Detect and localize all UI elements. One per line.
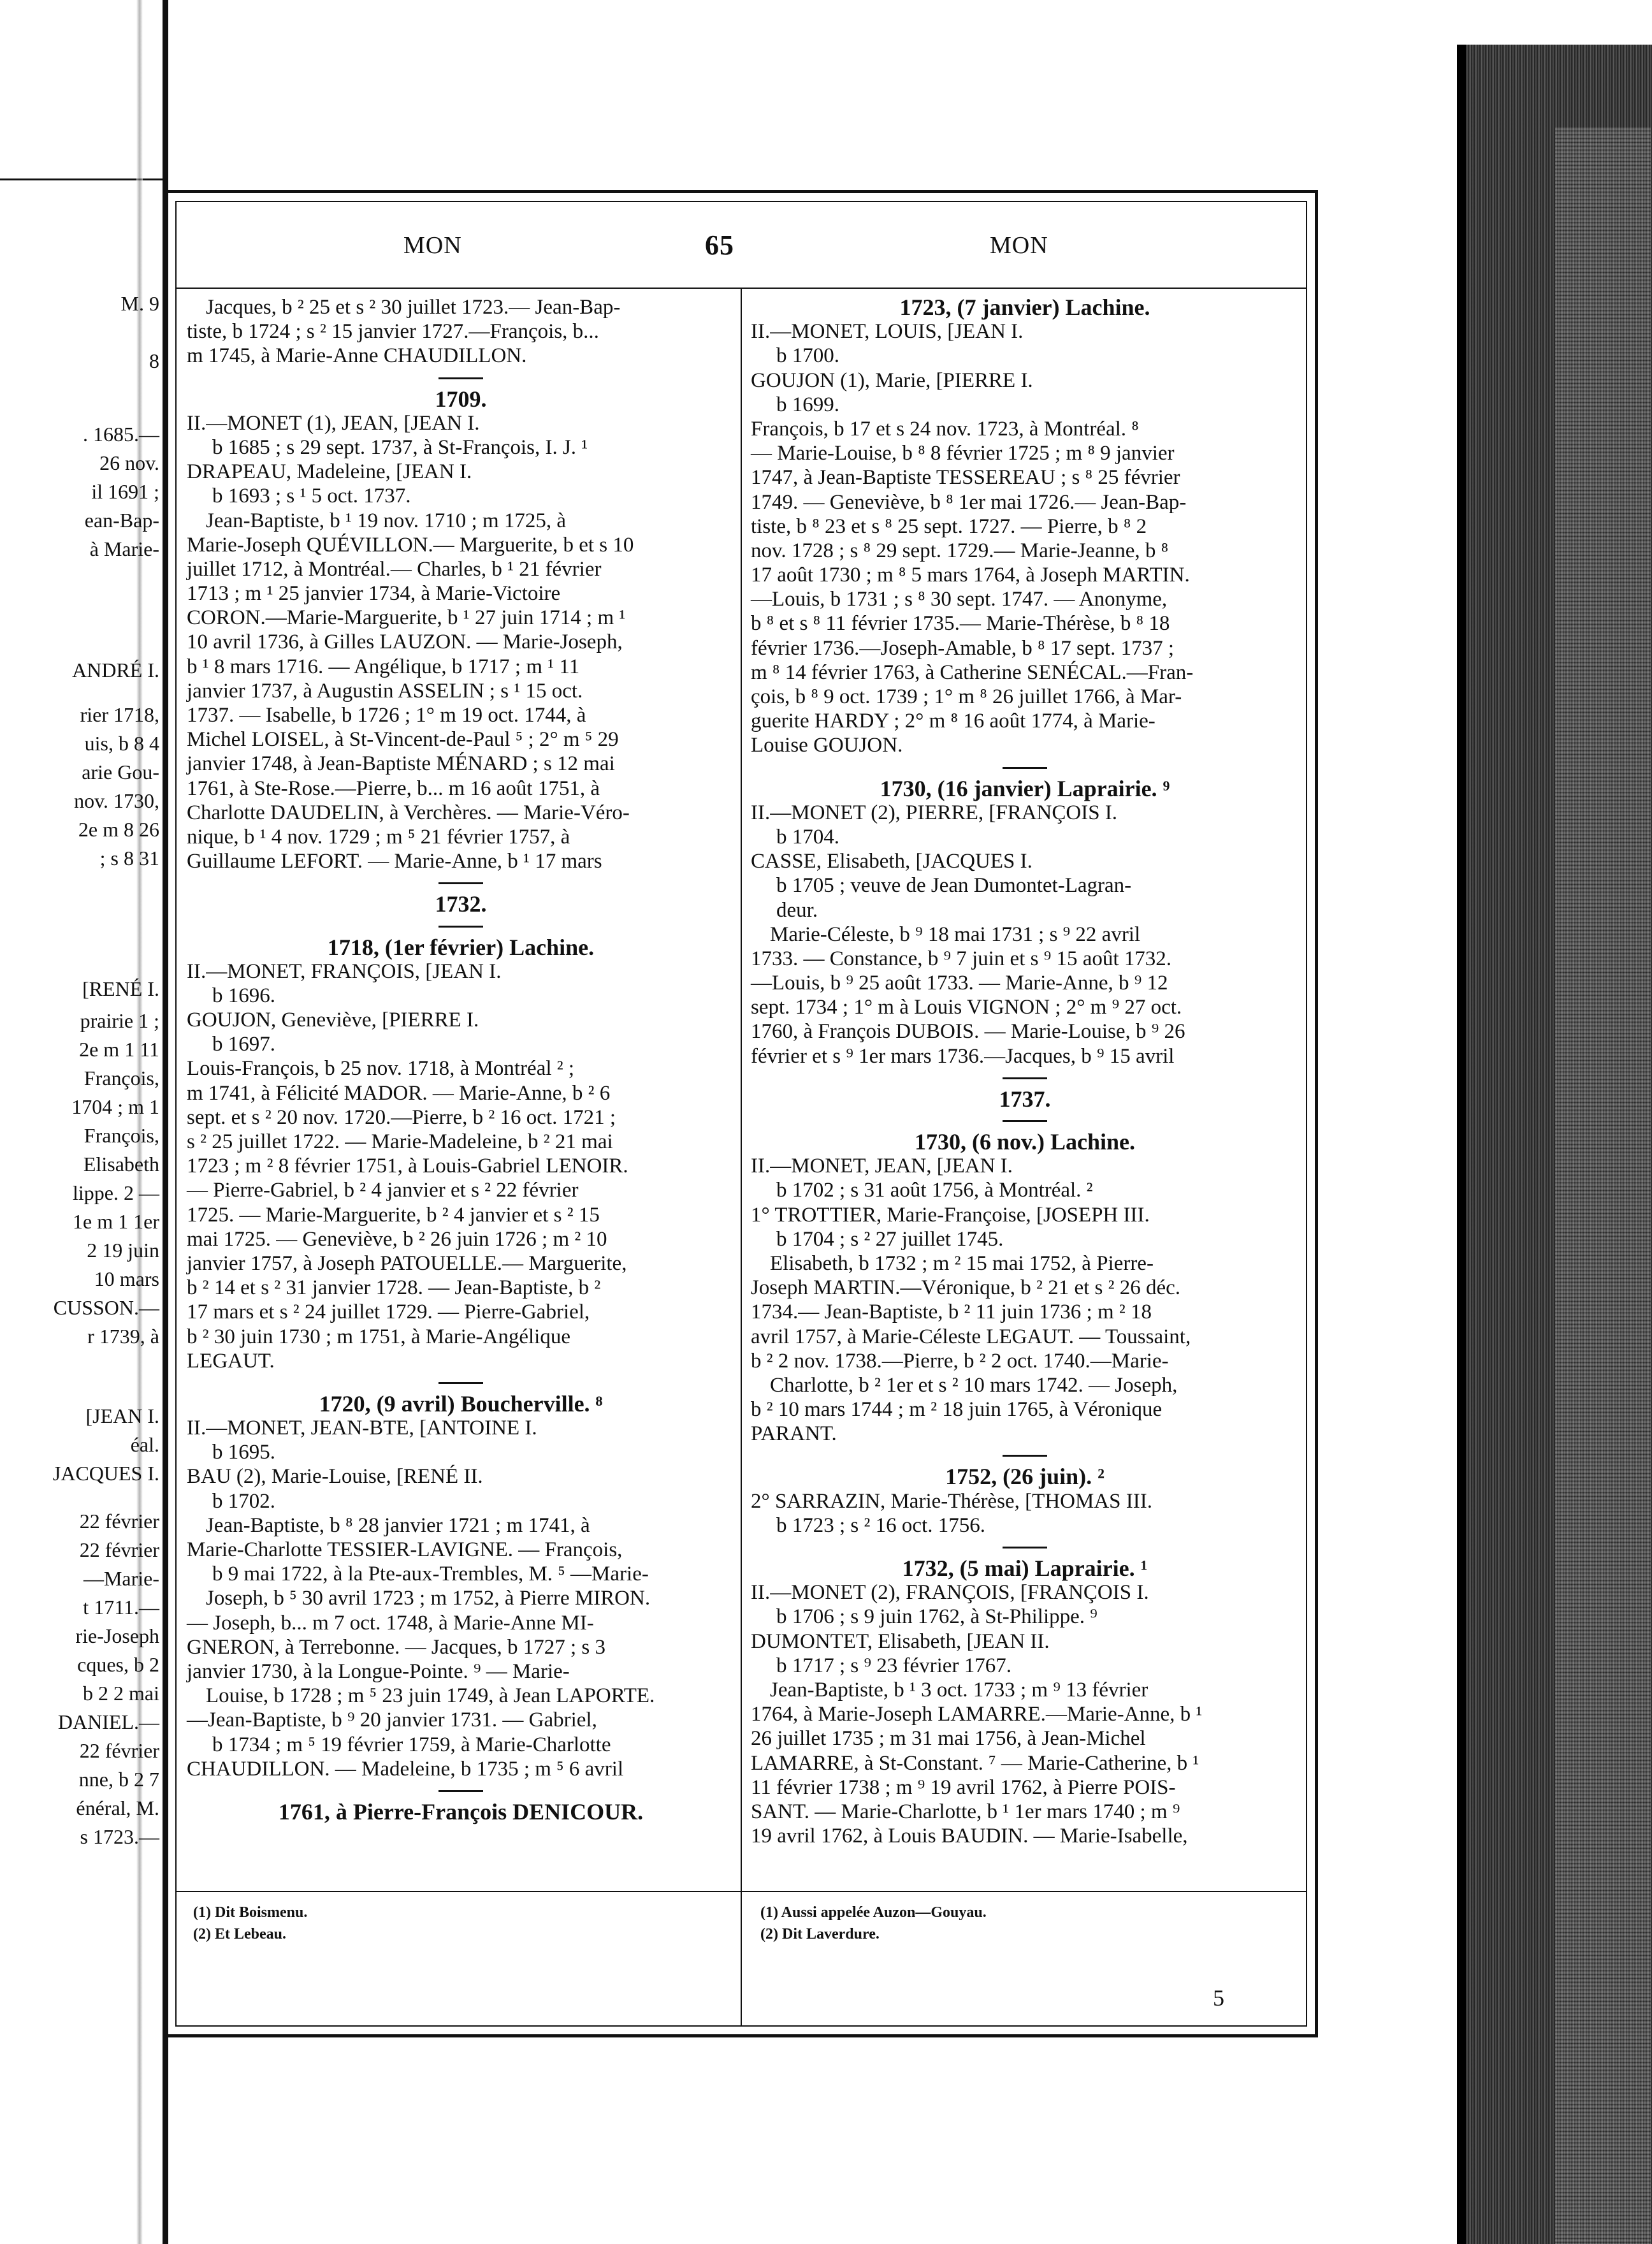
text-line: juillet 1712, à Montréal.— Charles, b ¹ 21 février (187, 557, 602, 581)
text-line: Jean-Baptiste, b ¹ 19 nov. 1710 ; m 1725, à (206, 509, 567, 532)
left-page-fragment-line: 22 février (79, 1510, 159, 1533)
left-page-fragment-line: arie Gou- (82, 761, 159, 783)
left-page-fragment-line: ean-Bap- (84, 509, 159, 532)
text-line: 1764, à Marie-Joseph LAMARRE.—Marie-Anne, b ¹ (751, 1703, 1203, 1726)
year-heading: 1730, (6 nov.) Lachine. (914, 1129, 1136, 1155)
text-line: mai 1725. — Geneviève, b ² 26 juin 1726 ; m ² 10 (187, 1227, 607, 1251)
entry-separator (438, 926, 483, 928)
left-page-fragment-line: François, (83, 1067, 159, 1089)
left-page-fragment-line: r 1739, à (87, 1325, 159, 1348)
text-line: tiste, b 1724 ; s ² 15 janvier 1727.—François, b... (187, 320, 599, 344)
text-line: SANT. — Marie-Charlotte, b ¹ 1er mars 1740 ; m ⁹ (751, 1800, 1180, 1823)
left-page-fragment-line: nov. 1730, (74, 789, 159, 812)
left-page-fragment-line: JACQUES I. (52, 1462, 159, 1485)
text-line: janvier 1748, à Jean-Baptiste MÉNARD ; s 12 mai (187, 752, 615, 776)
left-page-fragment-line: 22 février (79, 1739, 159, 1762)
left-page-fragment-line: François, (83, 1124, 159, 1147)
left-page-fragment-line: 8 (149, 349, 159, 372)
text-line: 1749. — Geneviève, b ⁸ 1er mai 1726.— Jean-Bap- (751, 490, 1187, 514)
book-page-edge-highlight (1555, 127, 1651, 2244)
running-head-right: MON (990, 232, 1048, 259)
year-heading: 1709. (435, 386, 487, 412)
text-line: II.—MONET (2), PIERRE, [FRANÇOIS I. (751, 801, 1118, 824)
left-page-fragment-line: 22 février (79, 1538, 159, 1561)
entry-separator (1003, 1077, 1047, 1079)
text-line: sept. et s ² 20 nov. 1720.—Pierre, b ² 16 oct. 1721 ; (187, 1105, 616, 1129)
year-heading: 1761, à Pierre-François DENICOUR. (278, 1798, 644, 1825)
left-page-fragment-line: t 1711.— (83, 1596, 159, 1619)
left-page-fragment-line: prairie 1 ; (80, 1009, 159, 1032)
left-page-fragment-line: 2e m 1 11 (79, 1038, 159, 1061)
text-line: 10 avril 1736, à Gilles LAUZON. — Marie-Joseph, (187, 630, 623, 654)
text-line: —Louis, b ⁹ 25 août 1733. — Marie-Anne, b ⁹ 12 (751, 972, 1168, 995)
left-page-fragment-line: 1704 ; m 1 (71, 1095, 159, 1118)
text-line: s ² 25 juillet 1722. — Marie-Madeleine, b ² 21 mai (187, 1130, 613, 1153)
text-line: 1733. — Constance, b ⁹ 7 juin et s ⁹ 15 août 1732. (751, 947, 1172, 970)
text-line: BAU (2), Marie-Louise, [RENÉ II. (187, 1465, 483, 1489)
signature-mark: 5 (1213, 1985, 1224, 2011)
left-page-fragment-line: uis, b 8 4 (84, 732, 159, 755)
text-line: 17 août 1730 ; m ⁸ 5 mars 1764, à Joseph MARTIN. (751, 564, 1190, 587)
text-line: Charlotte DAUDELIN, à Verchères. — Marie-Véro- (187, 801, 630, 824)
text-line: b 1702 ; s 31 août 1756, à Montréal. ² (776, 1179, 1093, 1202)
text-line: b ⁸ et s ⁸ 11 février 1735.— Marie-Thérèse, b ⁸ 18 (751, 612, 1170, 636)
left-page-fragment-line: DANIEL.— (57, 1710, 159, 1733)
text-line: b 1734 ; m ⁵ 19 février 1759, à Marie-Charlotte (212, 1733, 611, 1756)
text-line: b 1704 ; s ² 27 juillet 1745. (776, 1227, 1004, 1251)
left-page-fragment-line: . 1685.— (83, 423, 159, 446)
text-line: b 1723 ; s ² 16 oct. 1756. (776, 1513, 985, 1537)
left-page-fragment-line: 10 mars (94, 1267, 159, 1290)
text-line: Guillaume LEFORT. — Marie-Anne, b ¹ 17 mars (187, 850, 602, 873)
text-line: 17 mars et s ² 24 juillet 1729. — Pierre-Gabriel, (187, 1300, 590, 1324)
text-line: b ² 2 nov. 1738.—Pierre, b ² 2 oct. 1740.—Marie- (751, 1349, 1169, 1373)
text-line: II.—MONET (2), FRANÇOIS, [FRANÇOIS I. (751, 1581, 1149, 1605)
text-line: b 1695. (212, 1441, 275, 1464)
left-page-fragment-line: M. 9 (120, 292, 159, 315)
text-line: — Joseph, b... m 7 oct. 1748, à Marie-Anne MI- (187, 1611, 594, 1635)
left-page-fragment-line: rie-Joseph (75, 1624, 159, 1647)
text-line: b 1705 ; veuve de Jean Dumontet-Lagran- (776, 874, 1132, 898)
text-line: b 1706 ; s 9 juin 1762, à St-Philippe. ⁹ (776, 1605, 1098, 1629)
text-line: II.—MONET, FRANÇOIS, [JEAN I. (187, 959, 502, 983)
text-line: b ² 14 et s ² 31 janvier 1728. — Jean-Baptiste, b ² (187, 1276, 601, 1300)
text-line: janvier 1730, à la Longue-Pointe. ⁹ — Marie- (187, 1659, 570, 1683)
text-line: 1723 ; m ² 8 février 1751, à Louis-Gabriel LENOIR. (187, 1155, 628, 1178)
text-line: février 1736.—Joseph-Amable, b ⁸ 17 sept. 1737 ; (751, 636, 1175, 660)
text-line: b 1700. (776, 344, 839, 368)
text-line: Joseph MARTIN.—Véronique, b ² 21 et s ² 26 déc. (751, 1276, 1181, 1300)
text-line: b ² 10 mars 1744 ; m ² 18 juin 1765, à Véronique (751, 1398, 1163, 1422)
left-page-fragment-line: 1e m 1 1er (73, 1210, 159, 1233)
year-heading: 1732. (435, 891, 487, 917)
left-page-fragment-line: éal. (130, 1433, 159, 1456)
text-line: Louis-François, b 25 nov. 1718, à Montréal ² ; (187, 1057, 575, 1081)
text-line: DUMONTET, Elisabeth, [JEAN II. (751, 1629, 1050, 1653)
text-line: — Marie-Louise, b ⁸ 8 février 1725 ; m ⁸ 9 janvier (751, 442, 1175, 465)
left-column (187, 295, 735, 1824)
left-page-fragment-line: 2 19 juin (87, 1239, 159, 1262)
left-page-fragment-line: s 1723.— (80, 1825, 159, 1848)
entry-separator (1003, 1455, 1047, 1457)
text-line: b 1693 ; s ¹ 5 oct. 1737. (212, 484, 411, 508)
text-line: m 1745, à Marie-Anne CHAUDILLON. (187, 344, 527, 368)
left-page-fragment (0, 0, 172, 2244)
text-line: nov. 1728 ; s ⁸ 29 sept. 1729.— Marie-Jeanne, b ⁸ (751, 539, 1169, 562)
text-line: Louise, b 1728 ; m ⁵ 23 juin 1749, à Jean LAPORTE. (206, 1684, 655, 1708)
text-line: GOUJON (1), Marie, [PIERRE I. (751, 368, 1033, 392)
text-line: 11 février 1738 ; m ⁹ 19 avril 1762, à Pierre POIS- (751, 1775, 1176, 1799)
right-column (751, 295, 1299, 1848)
text-line: b 1717 ; s ⁹ 23 février 1767. (776, 1654, 1011, 1677)
footnote: (2) Et Lebeau. (193, 1926, 286, 1942)
entry-separator (1003, 767, 1047, 769)
footnote: (1) Dit Boismenu. (193, 1904, 308, 1921)
year-heading: 1730, (16 janvier) Laprairie. ⁹ (880, 775, 1170, 801)
year-heading: 1752, (26 juin). ² (945, 1464, 1105, 1490)
text-line: II.—MONET, JEAN, [JEAN I. (751, 1155, 1013, 1178)
text-line: François, b 17 et s 24 nov. 1723, à Montréal. ⁸ (751, 417, 1139, 441)
year-heading: 1723, (7 janvier) Lachine. (899, 295, 1150, 320)
year-heading: 1718, (1er février) Lachine. (327, 934, 595, 960)
text-line: 1734.— Jean-Baptiste, b ² 11 juin 1736 ; m ² 18 (751, 1300, 1152, 1324)
entry-separator (438, 377, 483, 379)
left-page-fragment-line: b 2 2 mai (83, 1682, 159, 1705)
text-line: Marie-Céleste, b ⁹ 18 mai 1731 ; s ⁹ 22 avril (770, 922, 1141, 946)
text-line: II.—MONET (1), JEAN, [JEAN I. (187, 411, 480, 435)
text-line: GNERON, à Terrebonne. — Jacques, b 1727 ; s 3 (187, 1635, 605, 1659)
text-line: guerite HARDY ; 2° m ⁸ 16 août 1774, à Marie- (751, 710, 1156, 733)
footnote-rule-right (742, 1891, 1307, 1892)
text-line: DRAPEAU, Madeleine, [JEAN I. (187, 460, 472, 484)
text-line: Elisabeth, b 1732 ; m ² 15 mai 1752, à Pierre- (770, 1251, 1154, 1275)
text-line: Michel LOISEL, à St-Vincent-de-Paul ⁵ ; 2° m ⁵ 29 (187, 728, 619, 752)
left-page-fragment-line: [JEAN I. (85, 1404, 159, 1427)
text-line: Jean-Baptiste, b ¹ 3 oct. 1733 ; m ⁹ 13 février (770, 1678, 1148, 1701)
left-page-fragment-line: Elisabeth (83, 1153, 159, 1176)
text-line: CASSE, Elisabeth, [JACQUES I. (751, 850, 1032, 873)
text-line: Jacques, b ² 25 et s ² 30 juillet 1723.— Jean-Bap- (206, 296, 621, 319)
text-line: 1747, à Jean-Baptiste TESSEREAU ; s ⁸ 25 février (751, 466, 1180, 490)
left-page-fragment-line: nne, b 2 7 (78, 1768, 159, 1791)
left-page-fragment-line: 26 nov. (99, 451, 159, 474)
footnotes-right (760, 1902, 987, 1945)
left-page-fragment-line: CUSSON.— (53, 1296, 159, 1319)
left-page-fragment-line: ANDRÉ I. (72, 659, 159, 681)
text-line: CORON.—Marie-Marguerite, b ¹ 27 juin 1714 ; m ¹ (187, 606, 626, 630)
left-page-fragment-line: cques, b 2 (77, 1653, 159, 1676)
text-line: avril 1757, à Marie-Céleste LEGAUT. — Toussaint, (751, 1325, 1191, 1348)
entry-separator (438, 882, 483, 884)
text-line: LEGAUT. (187, 1349, 275, 1373)
text-line: CHAUDILLON. — Madeleine, b 1735 ; m ⁵ 6 avril (187, 1757, 624, 1781)
text-line: 1725. — Marie-Marguerite, b ² 4 janvier et s ² 15 (187, 1203, 600, 1227)
text-line: 19 avril 1762, à Louis BAUDIN. — Marie-Isabelle, (751, 1825, 1188, 1848)
text-line: Charlotte, b ² 1er et s ² 10 mars 1742. — Joseph, (770, 1373, 1178, 1397)
text-line: b 1696. (212, 984, 275, 1007)
entry-separator (1003, 1547, 1047, 1548)
text-line: 1737. — Isabelle, b 1726 ; 1° m 19 oct. 1744, à (187, 704, 586, 727)
text-line: février et s ⁹ 1er mars 1736.—Jacques, b ⁹ 15 avril (751, 1044, 1175, 1068)
text-line: nique, b ¹ 4 nov. 1729 ; m ⁵ 21 février 1757, à (187, 825, 570, 849)
text-line: b 1702. (212, 1489, 275, 1513)
text-line: 1760, à François DUBOIS. — Marie-Louise, b ⁹ 26 (751, 1020, 1185, 1044)
text-line: b 1704. (776, 825, 839, 849)
left-page-fragment-line: —Marie- (83, 1567, 159, 1590)
text-line: 1761, à Ste-Rose.—Pierre, b... m 16 août 1751, à (187, 776, 600, 800)
left-page-fragment-line: ; s 8 31 (99, 847, 159, 870)
text-line: —Jean-Baptiste, b ⁹ 20 janvier 1731. — Gabriel, (187, 1708, 597, 1732)
entry-separator (438, 1790, 483, 1792)
text-line: b 1685 ; s 29 sept. 1737, à St-François, I. J. ¹ (212, 435, 588, 459)
text-line: b 1699. (776, 393, 839, 416)
text-line: m ⁸ 14 février 1763, à Catherine SENÉCAL.—Fran- (751, 660, 1194, 684)
text-line: çois, b ⁸ 9 oct. 1739 ; 1° m ⁸ 26 juillet 1766, à Mar- (751, 685, 1182, 708)
left-page-fragment-line: énéral, M. (76, 1796, 159, 1819)
text-line: janvier 1757, à Joseph PATOUELLE.— Marguerite, (187, 1251, 627, 1275)
entry-separator (1003, 1120, 1047, 1122)
text-line: m 1741, à Félicité MADOR. — Marie-Anne, b ² 6 (187, 1081, 611, 1105)
footnotes-left (193, 1902, 307, 1945)
text-line: Marie-Charlotte TESSIER-LAVIGNE. — François, (187, 1538, 623, 1561)
left-page-fragment-line: à Marie- (89, 537, 159, 560)
text-line: 1713 ; m ¹ 25 janvier 1734, à Marie-Victoire (187, 582, 561, 606)
page-number: 65 (705, 229, 734, 261)
text-line: 2° SARRAZIN, Marie-Thérèse, [THOMAS III. (751, 1489, 1152, 1513)
text-line: II.—MONET, LOUIS, [JEAN I. (751, 320, 1024, 344)
text-line: —Louis, b 1731 ; s ⁸ 30 sept. 1747. — Anonyme, (751, 588, 1168, 611)
text-line: LAMARRE, à St-Constant. ⁷ — Marie-Catherine, b ¹ (751, 1751, 1199, 1775)
text-line: — Pierre-Gabriel, b ² 4 janvier et s ² 22 février (187, 1179, 579, 1202)
footnote: (1) Aussi appelée Auzon—Gouyau. (760, 1904, 987, 1921)
left-page-fragment-line: il 1691 ; (91, 480, 159, 503)
text-line: b ¹ 8 mars 1716. — Angélique, b 1717 ; m ¹ 11 (187, 655, 580, 678)
footnote: (2) Dit Laverdure. (760, 1926, 880, 1942)
text-line: 26 juillet 1735 ; m 31 mai 1756, à Jean-Michel (751, 1727, 1146, 1751)
page-frame (164, 190, 1318, 2037)
text-line: GOUJON, Geneviève, [PIERRE I. (187, 1009, 479, 1032)
text-line: Jean-Baptiste, b ⁸ 28 janvier 1721 ; m 1741, à (206, 1513, 590, 1537)
text-line: janvier 1737, à Augustin ASSELIN ; s ¹ 15 oct. (187, 679, 583, 703)
year-heading: 1720, (9 avril) Boucherville. ⁸ (319, 1390, 603, 1417)
text-line: 1° TROTTIER, Marie-Françoise, [JOSEPH III. (751, 1203, 1150, 1227)
text-line: tiste, b ⁸ 23 et s ⁸ 25 sept. 1727. — Pierre, b ⁸ 2 (751, 514, 1147, 538)
year-heading: 1732, (5 mai) Laprairie. ¹ (902, 1556, 1148, 1581)
column-divider (741, 288, 742, 2027)
text-line: Joseph, b ⁵ 30 avril 1723 ; m 1752, à Pierre MIRON. (206, 1587, 651, 1610)
left-page-fragment-line: [RENÉ I. (82, 977, 159, 1000)
text-line: PARANT. (751, 1422, 837, 1446)
left-page-fragment-line: rier 1718, (80, 703, 159, 726)
running-head-left: MON (403, 232, 462, 259)
footnote-rule-left (175, 1891, 741, 1892)
text-line: Marie-Joseph QUÉVILLON.— Marguerite, b et s 10 (187, 533, 634, 557)
left-page-fragment-line: lippe. 2 — (73, 1181, 159, 1204)
text-line: II.—MONET, JEAN-BTE, [ANTOINE I. (187, 1417, 537, 1440)
text-line: b 9 mai 1722, à la Pte-aux-Trembles, M. ⁵ —Marie- (212, 1563, 649, 1586)
year-heading: 1737. (999, 1086, 1051, 1112)
text-line: b 1697. (212, 1033, 275, 1056)
text-line: b ² 30 juin 1730 ; m 1751, à Marie-Angélique (187, 1325, 570, 1348)
text-line: sept. 1734 ; 1° m à Louis VIGNON ; 2° m ⁹ 27 oct. (751, 996, 1182, 1019)
text-line: Louise GOUJON. (751, 734, 903, 757)
entry-separator (438, 1382, 483, 1384)
text-line: deur. (776, 898, 818, 922)
left-page-fragment-line: 2e m 8 26 (78, 818, 159, 841)
